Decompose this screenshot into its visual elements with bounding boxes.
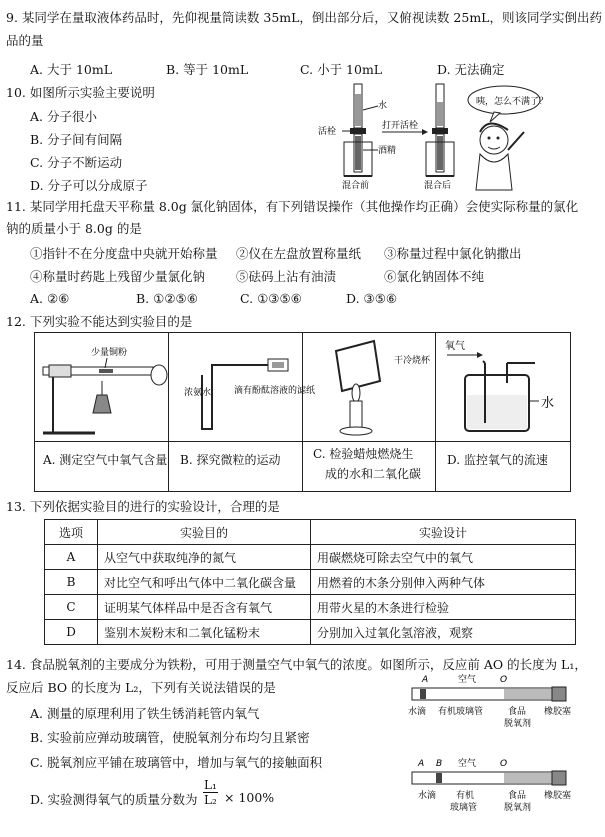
arrow-icon [422,129,428,135]
after-label: 混合后 [424,181,452,191]
q13-experiment-table [44,519,576,645]
q14-option-d: D. 实验测得氧气的质量分数为 [30,792,198,807]
tube-before-mixing [344,84,372,176]
q11-option-d: D. ③⑤⑥ [346,291,398,306]
water-drop-after [436,773,442,783]
point-b-label: B [436,759,443,769]
row-c-purpose: 证明某气体样品中是否含有氧气 [98,595,311,620]
tube-label-before: 有机玻璃管 [438,707,484,717]
oxygen-fraction [203,778,218,807]
tube-label-after-2: 玻璃管 [450,803,478,813]
table-header-row [45,520,576,545]
q10-diffusion-figure [318,80,600,192]
q11-item-2: ②仪在左盘放置称量纸 [236,246,362,261]
copper-heating-apparatus [35,333,168,441]
q11-item-6: ⑥氯化钠固体不纯 [384,269,485,284]
open-valve-label: 打开活栓 [382,121,419,131]
q12-stem: 12. 下列实验不能达到实验目的是 [6,314,193,329]
q10-option-b: B. 分子间有间隔 [30,132,123,147]
flow-arrow-icon [477,352,483,358]
header-purpose: 实验目的 [98,520,311,545]
oxygen-flow-bottle [435,333,570,441]
table-row [45,620,576,645]
q9-stem-line2: 品的量 [6,33,44,48]
point-o-label-before: O [500,675,508,685]
deox-label-after-1: 食品 [508,791,527,801]
deox-label-before-2: 脱氧剂 [504,719,532,729]
row-d-purpose: 鉴别木炭粉末和二氧化锰粉末 [98,620,311,645]
point-o-label-after: O [500,759,508,769]
q9-option-d: D. 无法确定 [437,62,505,77]
q12-caption-c2: 成的水和二氧化碳 [325,467,422,481]
row-d-design: 分别加入过氧化氢溶液，观察 [311,620,576,645]
q9-option-b: B. 等于 10mL [166,62,249,77]
before-label: 混合前 [342,181,370,191]
point-a-label: A [422,675,429,685]
row-b-purpose: 对比空气和呼出气体中二氧化碳含量 [98,570,311,595]
deox-label-before: 食品 [508,707,527,717]
row-b-design: 用燃着的木条分别伸入两种气体 [311,570,576,595]
q12-figure-table [34,332,571,492]
row-c-option: C [45,595,98,620]
row-a-option: A [45,545,98,570]
tube-label-after-1: 有机 [456,791,475,801]
fraction-tail: × 100% [224,790,275,805]
q10-option-c: C. 分子不断运动 [30,155,123,170]
q11-option-c: C. ①③⑤⑥ [240,291,302,306]
oxygen-label: 氧气 [445,341,465,352]
q11-item-3: ③称量过程中氯化钠撒出 [384,246,522,261]
row-d-option: D [45,620,98,645]
q11-option-b: B. ①②⑤⑥ [136,291,198,306]
table-row [45,595,576,620]
q14-option-b: B. 实验前应弹动玻璃管，使脱氧剂分布均匀且紧密 [30,730,310,745]
q12-caption-d: D. 监控氧气的流速 [447,453,548,467]
q10-option-a: A. 分子很小 [30,109,97,124]
table-row [45,570,576,595]
q11-stem-line1: 11. 某同学用托盘天平称量 8.0g 氯化钠固体，有下列错误操作（其他操作均正确）会使实际称量的氯化 [6,199,579,214]
speech-bubble-text: 咦，怎么不满了？ [476,97,549,107]
point-a-label-after: A [418,759,425,769]
q11-item-5: ⑤砝码上沾有油渍 [236,269,337,284]
header-option: 选项 [45,520,98,545]
q12-caption-b: B. 探究微粒的运动 [180,453,281,467]
q10-option-d: D. 分子可以分成原子 [30,178,148,193]
q14-option-a: A. 测量的原理利用了铁生锈消耗管内氧气 [30,706,260,721]
q9-stem-line1: 9. 某同学在量取液体药品时，先仰视量筒读数 35mL，倒出部分后，又俯视读数 25mL，则该同学实倒出药 [6,10,602,25]
q9-option-a: A. 大于 10mL [30,62,113,77]
row-a-purpose: 从空气中获取纯净的氮气 [98,545,311,570]
plug-label-after: 橡胶塞 [544,791,572,801]
plug-label-before: 橡胶塞 [544,707,572,717]
q11-stem-line2: 钠的质量小于 8.0g 的是 [6,221,142,236]
q12-caption-c1: C. 检验蜡烛燃烧生 [313,447,414,461]
rubber-plug-before [552,687,566,701]
candle-combustion-apparatus [302,333,435,441]
q12-caption-a: A. 测定空气中氧气含量 [43,453,168,467]
row-b-option: B [45,570,98,595]
drop-label-after: 水滴 [418,791,437,801]
q10-stem: 10. 如图所示实验主要说明 [6,85,155,100]
ammonia-diffusion-apparatus [168,333,316,441]
fraction-numerator: L₁ [204,778,217,792]
air-label-after: 空气 [458,759,477,769]
deoxidizer-after [504,773,552,783]
rubber-plug-after [552,771,566,785]
tube-after-mixing [426,84,454,176]
deox-label-after-2: 脱氧剂 [504,803,532,813]
copper-label: 少量铜粉 [91,348,128,358]
air-label-before: 空气 [458,675,477,685]
bottle-water-label: 水 [541,396,555,411]
fraction-denominator: L₂ [204,793,217,807]
ammonia-label: 浓氨水 [184,388,212,398]
q13-stem: 13. 下列依据实验目的进行的实验设计，合理的是 [6,499,280,514]
water-drop-before [420,689,426,699]
cold-beaker-label: 干冷烧杯 [394,356,431,366]
water-label: 水 [378,101,388,111]
phenol-paper-label: 滴有酚酞溶液的滤纸 [234,386,316,396]
row-a-design: 用碳燃烧可除去空气中的氧气 [311,545,576,570]
drop-label-before: 水滴 [408,707,427,717]
table-row [45,545,576,570]
q14-stem-line1: 14. 食品脱氧剂的主要成分为铁粉，可用于测量空气中氧气的浓度。如图所示，反应前 AO 的长度为 L₁， [6,657,587,672]
row-c-design: 用带火星的木条进行检验 [311,595,576,620]
q9-option-c: C. 小于 10mL [300,62,383,77]
q11-option-a: A. ②⑥ [30,291,70,306]
q14-stem-line2: 反应后 BO 的长度为 L₂，下列有关说法错误的是 [6,680,276,695]
header-design: 实验设计 [311,520,576,545]
deoxidizer-before [504,689,552,699]
q11-item-4: ④称量时药匙上残留少量氯化钠 [30,269,206,284]
q14-tube-figure [404,670,602,830]
q11-item-1: ①指针不在分度盘中央就开始称量 [30,246,218,261]
valve-label: 活栓 [318,127,337,137]
alcohol-label: 酒精 [378,146,397,156]
q14-option-c: C. 脱氧剂应平铺在玻璃管中，增加与氧气的接触面积 [30,755,323,770]
